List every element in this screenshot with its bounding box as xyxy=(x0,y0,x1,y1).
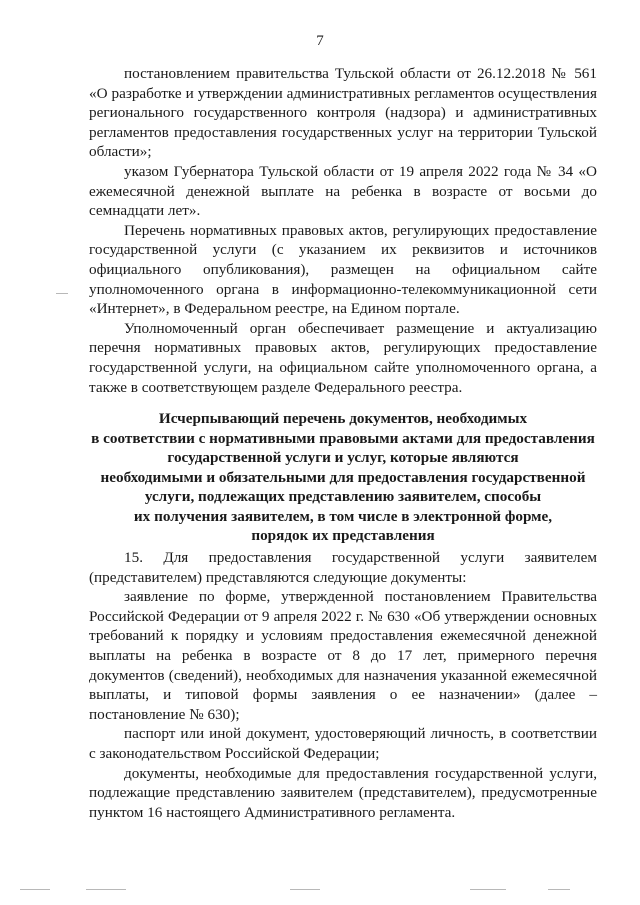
scan-mark xyxy=(86,889,126,890)
heading-line: услуги, подлежащих представлению заявителем, способы xyxy=(144,488,542,505)
paragraph-decree-34: указом Губернатора Тульской области от 19 апреля 2022 года № 34 «О ежемесячной денежной выплате на ребенка в возрасте от восьми до семнадцати лет». xyxy=(89,162,597,220)
heading-line: Исчерпывающий перечень документов, необходимых xyxy=(158,410,528,427)
paragraph-authority-duty: Уполномоченный орган обеспечивает размещение и актуализацию перечня нормативных правовых актов, регулирующих предоставление государственной услуги, на официальном сайте уполномоченного органа, а также в соответствующем разделе Федерального реестра. xyxy=(89,319,597,396)
section-heading xyxy=(70,409,616,546)
page-number: 7 xyxy=(316,33,324,49)
heading-line: порядок их представления xyxy=(251,527,435,544)
paragraph-required-documents: документы, необходимые для предоставления государственной услуги, подлежащие представлению заявителем (представителем), предусмотренные пунктом 16 настоящего Административного регламента. xyxy=(89,764,597,821)
documents-section xyxy=(89,548,597,822)
scan-mark xyxy=(56,293,68,294)
heading-line: в соответствии с нормативными правовыми актами для предоставления xyxy=(91,429,595,447)
scan-mark xyxy=(290,889,320,890)
scan-mark xyxy=(470,889,506,890)
scan-mark xyxy=(548,889,570,890)
paragraph-item-15: 15. Для предоставления государственной услуги заявителем (представителем) представляются следующие документы: xyxy=(89,549,597,586)
legal-acts-section xyxy=(89,64,597,397)
paragraph-passport: паспорт или иной документ, удостоверяющий личность, в соответствии с законодательством Российской Федерации; xyxy=(89,725,597,762)
heading-line: их получения заявителем, в том числе в электронной форме, xyxy=(133,507,553,525)
scan-mark xyxy=(20,889,50,890)
paragraph-regulation-561: постановлением правительства Тульской области от 26.12.2018 № 561 «О разработке и утверждении административных регламентов осуществления регионального государственного контроля (надзора) и административных регламентов предоставления государственных услуг на территории Тульской области»; xyxy=(89,65,597,161)
heading-line: необходимыми и обязательными для предоставления государственной xyxy=(100,468,586,486)
heading-line: государственной услуги и услуг, которые являются xyxy=(167,449,519,466)
paragraph-acts-list: Перечень нормативных правовых актов, регулирующих предоставление государственной услуги (с указанием их реквизитов и источников официального опубликования), размещен на официальном сайте уполномоченного органа в информационно-телекоммуникационной сети «Интернет», в Федеральном реестре, на Едином портале. xyxy=(89,221,597,318)
paragraph-application-form: заявление по форме, утвержденной постановлением Правительства Российской Федерации от 9 апреля 2022 г. № 630 «Об утверждении основных требований к порядку и условиям предоставления ежемесячной денежной выплаты на ребенка в возрасте от 8 до 17 лет, примерного перечня документов (сведений), необходимых для назначения указанной ежемесячной выплаты, и типовой формы заявления о ее назначении» (далее – постановление № 630); xyxy=(89,588,597,723)
